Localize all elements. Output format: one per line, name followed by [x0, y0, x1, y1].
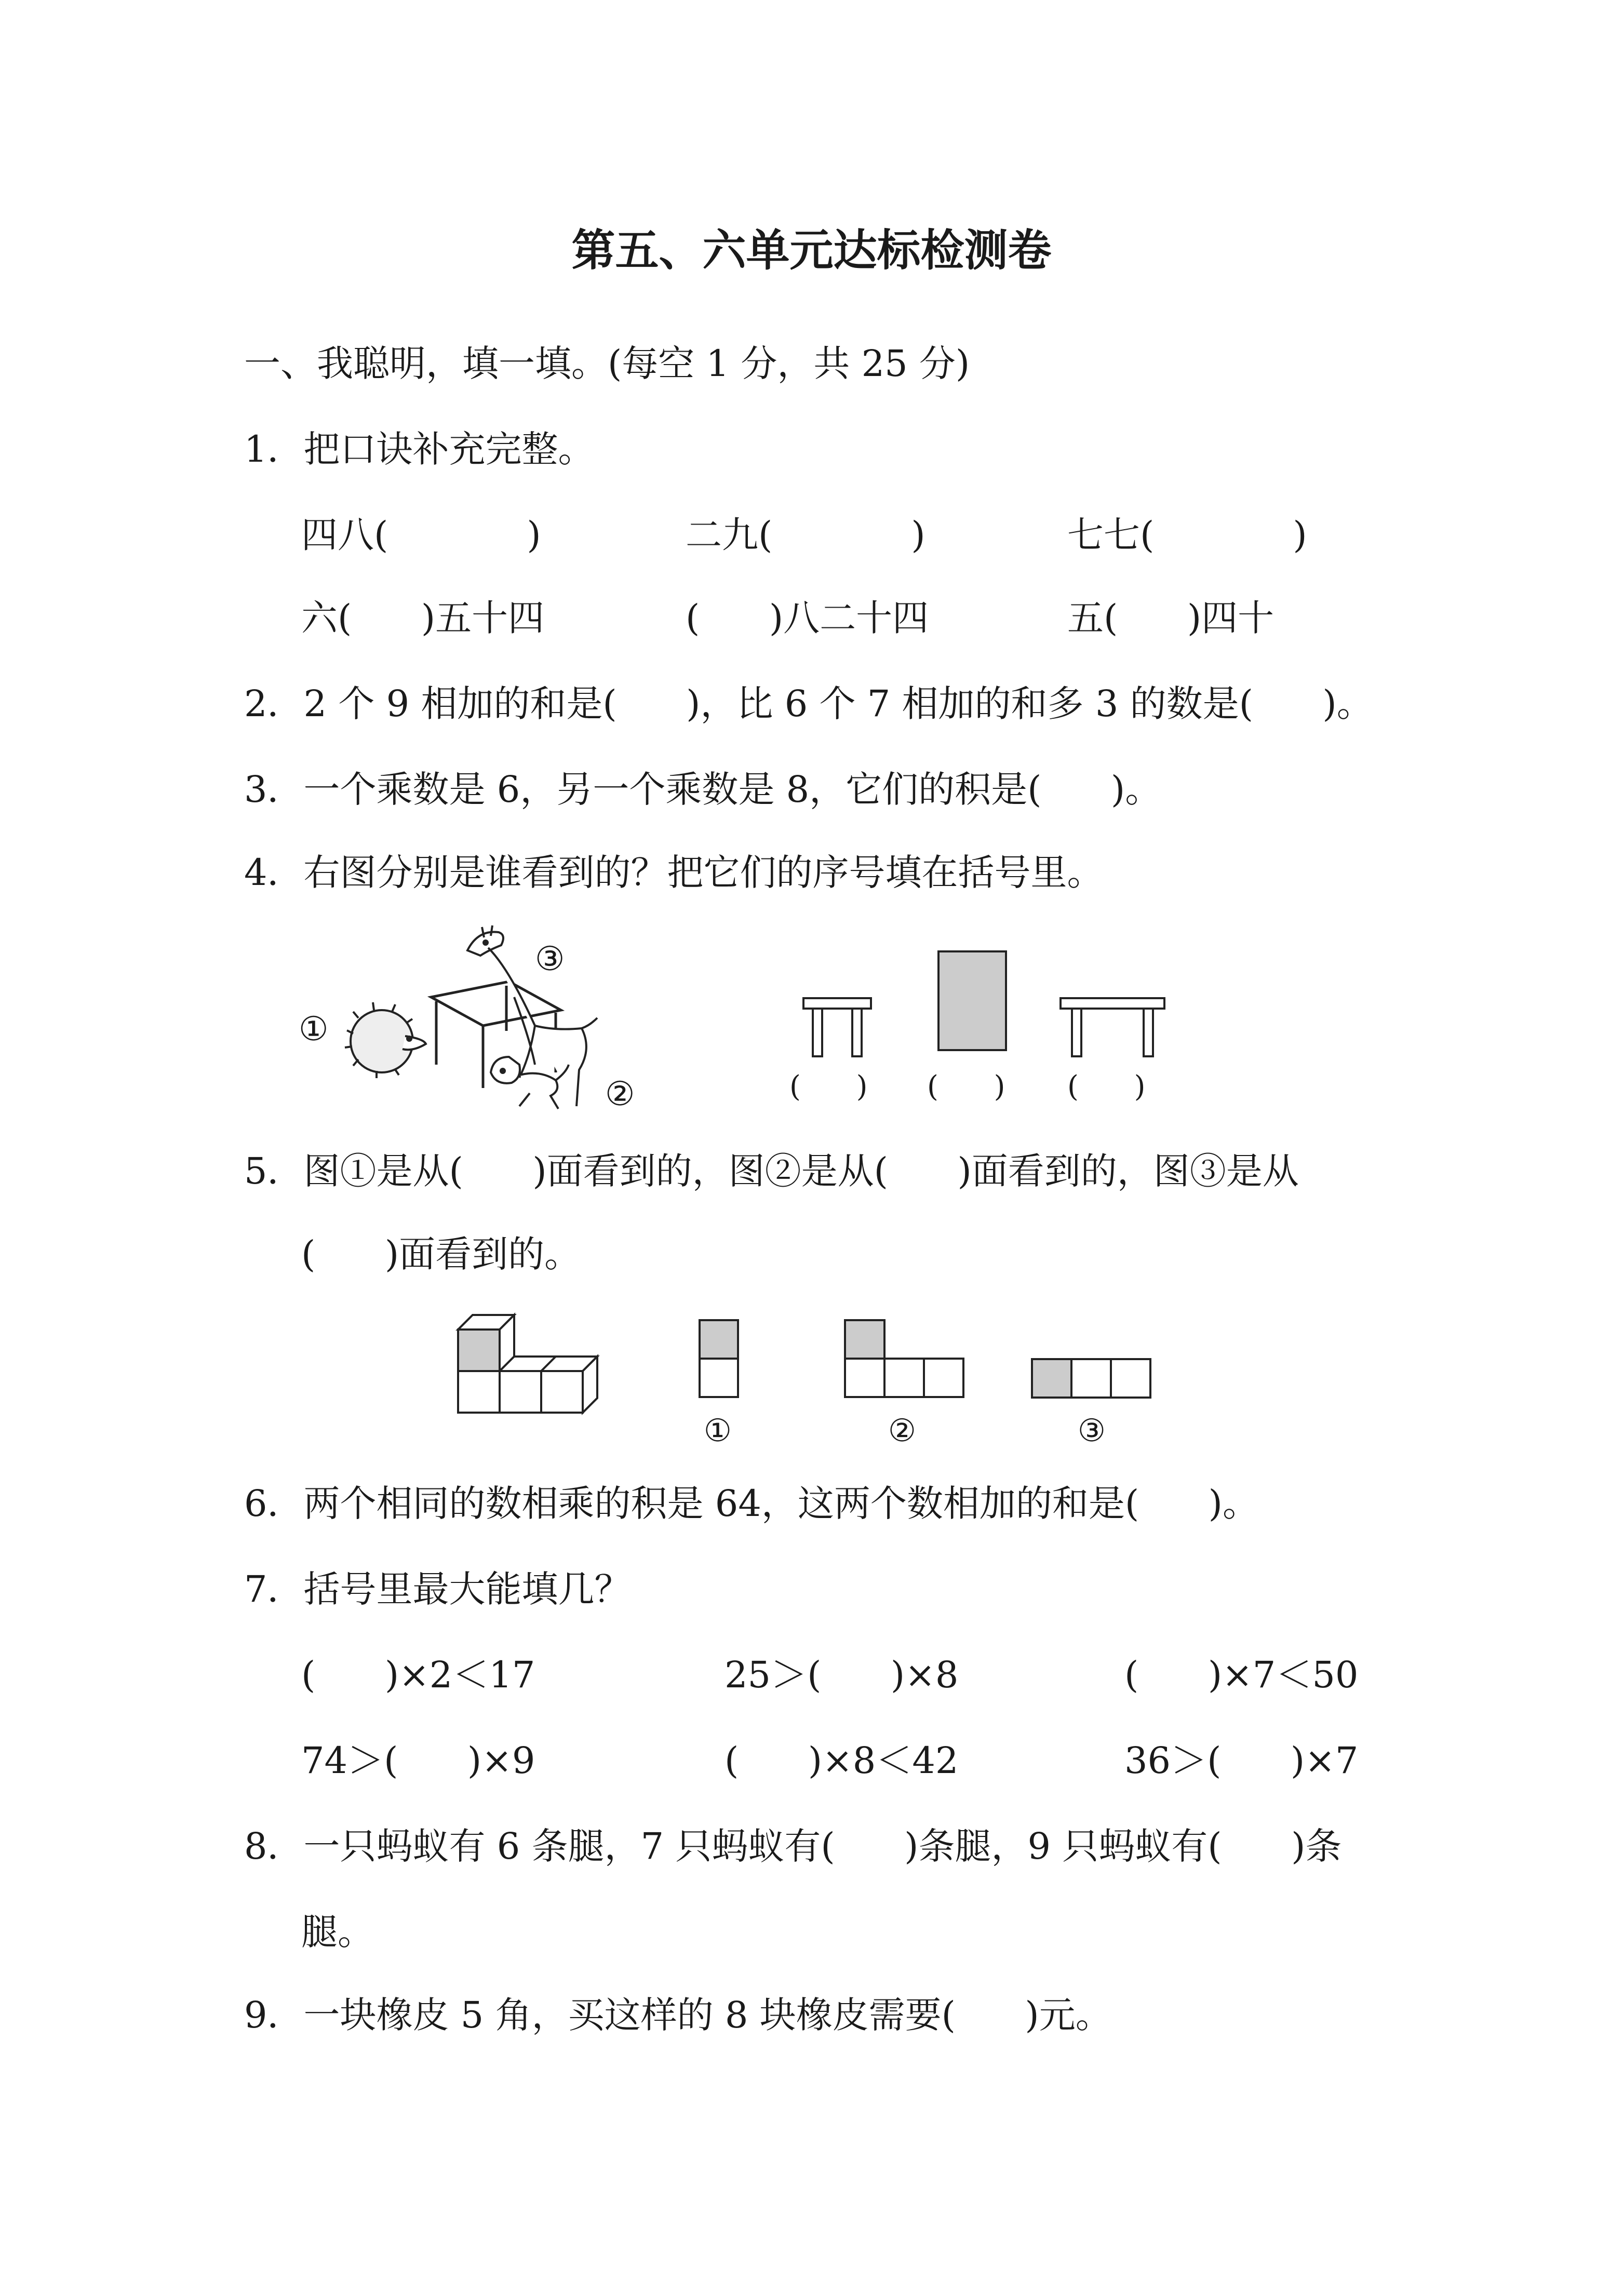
- animal-label-1: ①: [299, 1010, 329, 1049]
- animal-label-3: ③: [535, 940, 565, 978]
- animal-label-2: ②: [605, 1075, 635, 1113]
- q7-blank-4[interactable]: 74＞( )×9: [301, 1739, 535, 1782]
- question-8-line-1[interactable]: 8．一只蚂蚁有 6 条腿，7 只蚂蚁有( )条腿，9 只蚂蚁有( )条: [244, 1825, 1342, 1868]
- q7-blank-3[interactable]: ( )×7＜50: [1124, 1654, 1359, 1696]
- view-figure-1: [699, 1319, 740, 1402]
- question-7-stem: 7．括号里最大能填几？: [244, 1568, 631, 1610]
- section-heading: 一、我聪明，填一填。(每空 1 分，共 25 分): [244, 342, 970, 385]
- page-title: 第五、六单元达标检测卷: [571, 225, 1052, 276]
- view-figure-3: [1031, 1358, 1156, 1405]
- question-5-line-2[interactable]: ( )面看到的。: [301, 1233, 581, 1275]
- view-answer-blank-2[interactable]: ( ): [927, 1070, 1005, 1104]
- q1-blank-6[interactable]: 五( )四十: [1067, 597, 1275, 639]
- view-figure-2: [844, 1319, 969, 1402]
- q1-blank-5[interactable]: ( )八二十四: [686, 597, 929, 639]
- question-6[interactable]: 6．两个相同的数相乘的积是 64，这两个数相加的和是( )。: [244, 1482, 1259, 1525]
- question-5-line-1[interactable]: 5．图①是从( )面看到的，图②是从( )面看到的，图③是从: [244, 1150, 1299, 1192]
- table-top-view: [937, 950, 1010, 1054]
- view-label-1: ①: [704, 1413, 732, 1449]
- question-9[interactable]: 9．一块橡皮 5 角，买这样的 8 块橡皮需要( )元。: [244, 1994, 1112, 2036]
- view-answer-blank-3[interactable]: ( ): [1067, 1070, 1146, 1104]
- q1-blank-2[interactable]: 二九( ): [686, 514, 925, 556]
- q7-blank-1[interactable]: ( )×2＜17: [301, 1654, 535, 1696]
- view-label-2: ②: [888, 1413, 916, 1449]
- view-label-3: ③: [1078, 1413, 1106, 1449]
- q1-blank-1[interactable]: 四八( ): [301, 514, 541, 556]
- q7-blank-5[interactable]: ( )×8＜42: [725, 1739, 959, 1782]
- hedgehog-icon: [345, 1002, 426, 1078]
- q1-blank-3[interactable]: 七七( ): [1067, 514, 1307, 556]
- question-8-line-2: 腿。: [301, 1911, 374, 1953]
- question-3[interactable]: 3．一个乘数是 6，另一个乘数是 8，它们的积是( )。: [244, 768, 1162, 811]
- view-answer-blank-1[interactable]: ( ): [789, 1070, 868, 1104]
- question-4-stem: 4．右图分别是谁看到的？把它们的序号填在括号里。: [244, 851, 1104, 894]
- q7-blank-6[interactable]: 36＞( )×7: [1124, 1739, 1359, 1782]
- q1-blank-4[interactable]: 六( )五十四: [301, 597, 545, 639]
- table-side-view-2: [1059, 997, 1169, 1059]
- table-side-view-1: [802, 997, 875, 1059]
- cube-solid-figure: [457, 1314, 602, 1420]
- q7-blank-2[interactable]: 25＞( )×8: [725, 1654, 959, 1696]
- question-2[interactable]: 2．2 个 9 相加的和是( )，比 6 个 7 相加的和多 3 的数是( )。: [244, 682, 1373, 725]
- question-1-stem: 1．把口诀补充完整。: [244, 428, 595, 471]
